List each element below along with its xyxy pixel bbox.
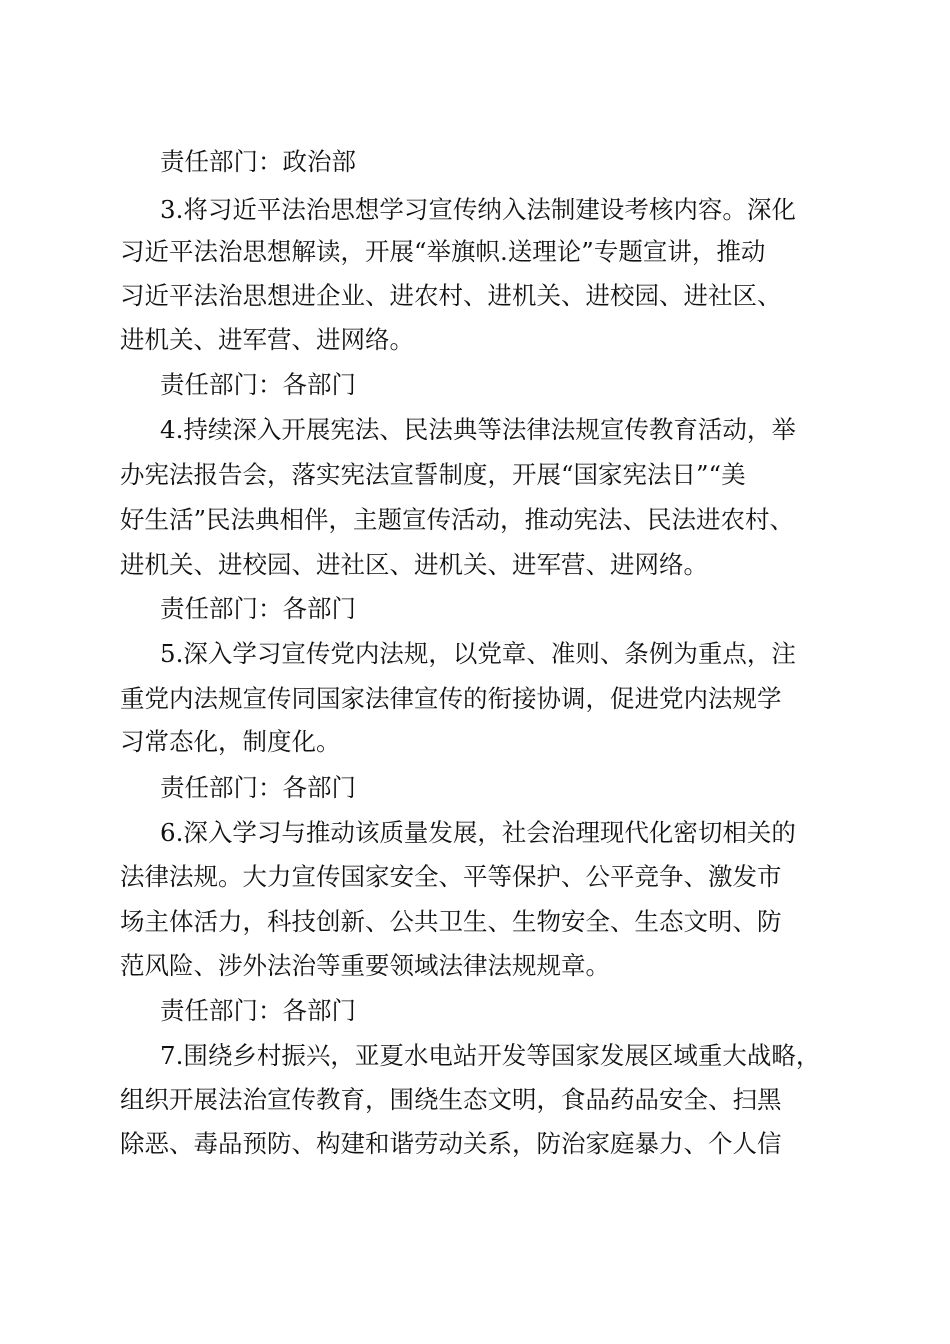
responsibility-line: 责任部门：各部门 [160,370,356,399]
responsibility-line: 责任部门：各部门 [160,996,356,1025]
paragraph-line: 进机关、进校园、进社区、进机关、进军营、进网络。 [120,550,708,579]
responsibility-line: 责任部门：政治部 [160,147,356,176]
paragraph-line: 重党内法规宣传同国家法律宣传的衔接协调，促进党内法规学 [120,684,782,713]
paragraph-line: 习近平法治思想进企业、进农村、进机关、进校园、进社区、 [120,281,782,310]
responsibility-line: 责任部门：各部门 [160,594,356,623]
paragraph-line: 3.将习近平法治思想学习宣传纳入法制建设考核内容。深化 [160,195,796,224]
paragraph-line: 组织开展法治宣传教育，围绕生态文明，食品药品安全、扫黑 [120,1085,782,1114]
paragraph-line: 4.持续深入开展宪法、民法典等法律法规宣传教育活动，举 [160,415,796,444]
paragraph-line: 场主体活力，科技创新、公共卫生、生物安全、生态文明、防 [120,907,782,936]
paragraph-line: 办宪法报告会，落实宪法宣誓制度，开展“国家宪法日”“美 [120,460,746,489]
paragraph-line: 好生活”民法典相伴，主题宣传活动，推动宪法、民法进农村、 [120,505,795,534]
paragraph-line: 7.围绕乡村振兴，亚夏水电站开发等国家发展区域重大战略， [160,1041,821,1070]
paragraph-line: 进机关、进军营、进网络。 [120,325,414,354]
paragraph-line: 除恶、毒品预防、构建和谐劳动关系，防治家庭暴力、个人信 [120,1129,782,1158]
paragraph-line: 法律法规。大力宣传国家安全、平等保护、公平竞争、激发市 [120,862,782,891]
paragraph-line: 6.深入学习与推动该质量发展，社会治理现代化密切相关的 [160,818,796,847]
paragraph-line: 范风险、涉外法治等重要领域法律法规规章。 [120,951,610,980]
responsibility-line: 责任部门：各部门 [160,773,356,802]
paragraph-line: 5.深入学习宣传党内法规，以党章、准则、条例为重点，注 [160,639,796,668]
paragraph-line: 习常态化，制度化。 [120,727,341,756]
paragraph-line: 习近平法治思想解读，开展“举旗帜.送理论”专题宣讲，推动 [120,237,766,266]
